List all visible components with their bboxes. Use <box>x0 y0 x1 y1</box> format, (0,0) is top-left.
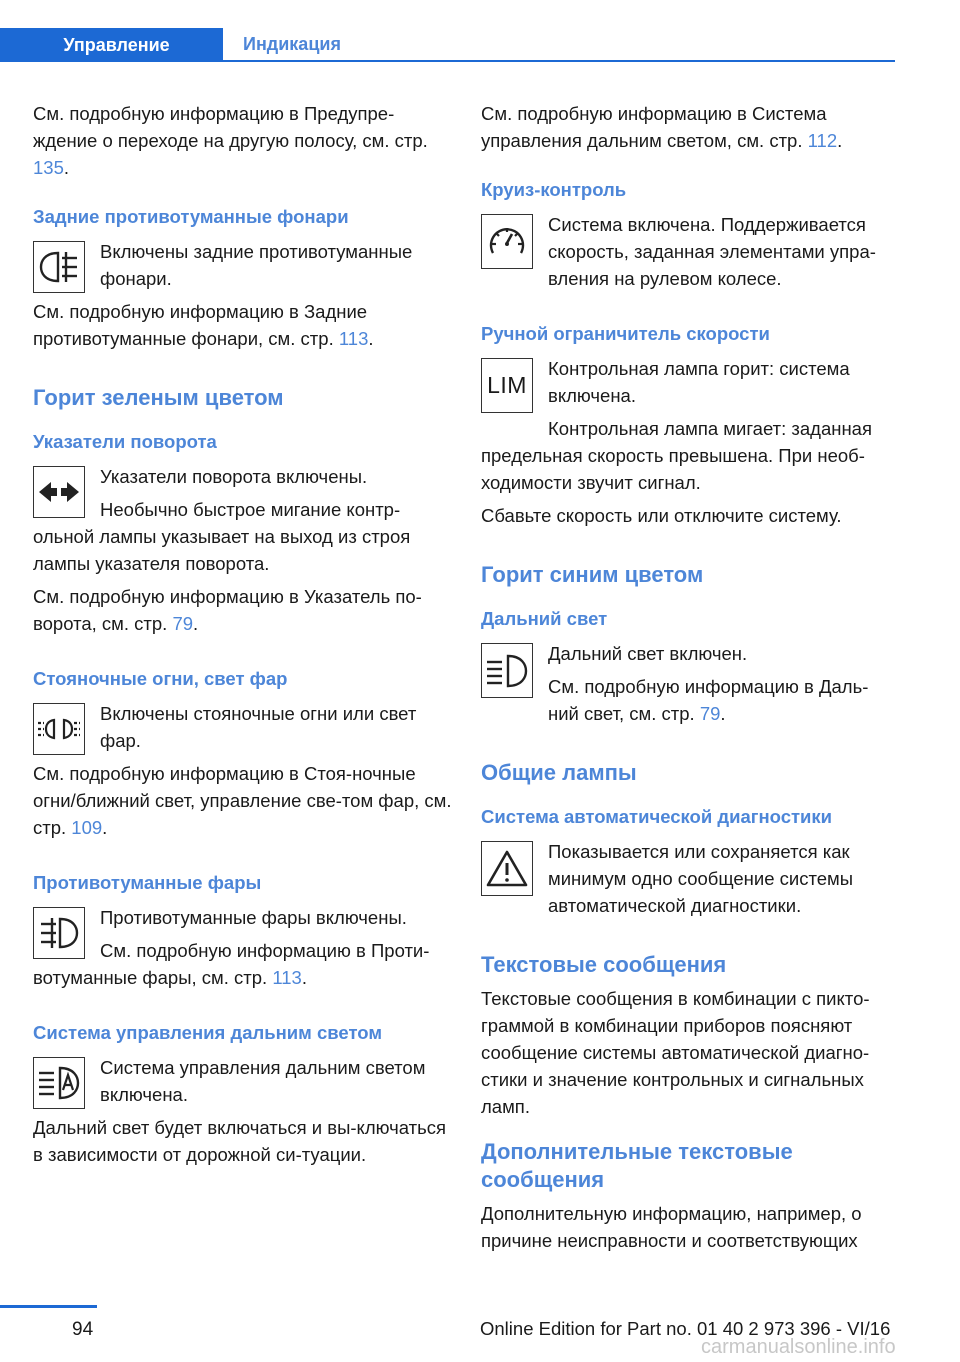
page-link[interactable]: 113 <box>272 967 302 988</box>
high-beam-assist-text1: Система управления дальним светом включена. <box>100 1057 426 1105</box>
high-beam-ref: См. подробную информацию в Даль-ний свет, см. стр. 79. <box>548 676 869 724</box>
speed-limiter-heading: Ручной ограничитель скорости <box>481 323 770 344</box>
edition-info: Online Edition for Part no. 01 40 2 973 396 - VI/16 <box>480 1318 891 1339</box>
speed-limiter-text1: Контрольная лампа горит: система включена. <box>548 358 850 406</box>
parking-lights-text: Включены стояночные огни или свет фар. <box>100 703 417 751</box>
turn-signal-heading: Указатели поворота <box>33 431 217 452</box>
high-beam-assist-ref: См. подробную информацию в Система управления дальним светом, см. стр. 112. <box>481 103 843 151</box>
watermark: carmanualsonline.info <box>701 1336 896 1358</box>
cruise-control-text: Система включена. Поддерживается скорость, заданная элементами упра-вления на рулевом колесе. <box>548 214 876 289</box>
text-messages-heading: Текстовые сообщения <box>481 952 727 977</box>
diagnostics-heading: Система автоматической диагностики <box>481 806 833 827</box>
front-fog-text: Противотуманные фары включены. <box>100 907 407 928</box>
page-link[interactable]: 79 <box>699 703 721 724</box>
general-lamps-heading: Общие лампы <box>481 760 637 785</box>
front-fog-ref: См. подробную информацию в Проти-вотуманные фары, см. стр. 113. <box>33 940 430 988</box>
high-beam-icon <box>481 643 533 698</box>
lane-warning-ref: См. подробную информацию в Предупре-ждение о переходе на другую полосу, см. стр. 135. <box>33 103 428 178</box>
page-link[interactable]: 112 <box>807 130 838 151</box>
front-fog-heading: Противотуманные фары <box>33 872 262 893</box>
footer-accent-line <box>0 1305 97 1308</box>
high-beam-assist-icon <box>33 1057 85 1109</box>
parking-lights-heading: Стояночные огни, свет фар <box>33 668 288 689</box>
rear-fog-heading: Задние противотуманные фонари <box>33 206 349 227</box>
tab-indikatsiya[interactable]: Индикация <box>243 33 341 54</box>
rear-fog-light-icon <box>33 241 85 293</box>
page-link[interactable]: 135 <box>33 157 64 178</box>
parking-lights-ref: См. подробную информацию в Стоя-ночные огни/ближний свет, управление све-том фар, см. стр. 109. <box>33 763 452 838</box>
right-column <box>481 100 899 1260</box>
page-link[interactable]: 109 <box>71 817 103 838</box>
blue-section-heading: Горит синим цветом <box>481 562 704 587</box>
high-beam-text: Дальний свет включен. <box>548 643 748 664</box>
page-number: 94 <box>72 1319 94 1340</box>
speed-limiter-text2: Контрольная лампа мигает: заданная предельная скорость превышена. При необ-ходимости звучит сигнал. <box>481 418 872 493</box>
text-messages-text: Текстовые сообщения в комбинации с пикто-граммой в комбинации приборов поясняют сообщение системы автоматической диагно-стики и значение контрольных и сигнальных ламп. <box>481 988 870 1117</box>
rear-fog-ref: См. подробную информацию в Задние противотуманные фонари, см. стр. 113. <box>33 301 374 349</box>
front-fog-light-icon <box>33 907 85 959</box>
green-section-heading: Горит зеленым цветом <box>33 385 284 410</box>
parking-lights-icon <box>33 703 85 755</box>
speed-limiter-text3: Сбавьте скорость или отключите систему. <box>481 505 842 526</box>
cruise-control-icon <box>481 214 533 269</box>
cruise-control-heading: Круиз-контроль <box>481 179 627 200</box>
high-beam-heading: Дальний свет <box>481 608 608 629</box>
tab-underline <box>0 60 895 62</box>
warning-triangle-icon <box>481 841 533 896</box>
turn-signal-text2: Необычно быстрое мигание контр-ольной лампы указывает на выход из строя лампы указателя поворота. <box>33 499 411 574</box>
speed-limiter-icon <box>481 358 533 413</box>
speed-limiter-icon-label: LIM <box>487 372 527 398</box>
turn-signal-ref: См. подробную информацию в Указатель по-ворота, см. стр. 79. <box>33 586 422 634</box>
high-beam-assist-text2: Дальний свет будет включаться и вы-ключаться в зависимости от дорожной си-туации. <box>33 1117 446 1165</box>
diagnostics-text: Показывается или сохраняется как минимум одно сообщение системы автоматической диагностики. <box>548 841 854 916</box>
additional-messages-text: Дополнительную информацию, например, о причине неисправности и соответствующих <box>481 1203 862 1251</box>
turn-signal-icon <box>33 466 85 518</box>
high-beam-assist-heading: Система управления дальним светом <box>33 1022 383 1043</box>
additional-messages-heading: Дополнительные текстовые сообщения <box>481 1139 793 1192</box>
page-link[interactable]: 113 <box>338 328 369 349</box>
chapter-tabs <box>0 28 895 62</box>
rear-fog-text: Включены задние противотуманные фонари. <box>100 241 413 289</box>
turn-signal-text1: Указатели поворота включены. <box>100 466 368 487</box>
left-column <box>33 100 453 1174</box>
page-link[interactable]: 79 <box>172 613 194 634</box>
tab-upravlenie[interactable]: Управление <box>0 28 223 62</box>
